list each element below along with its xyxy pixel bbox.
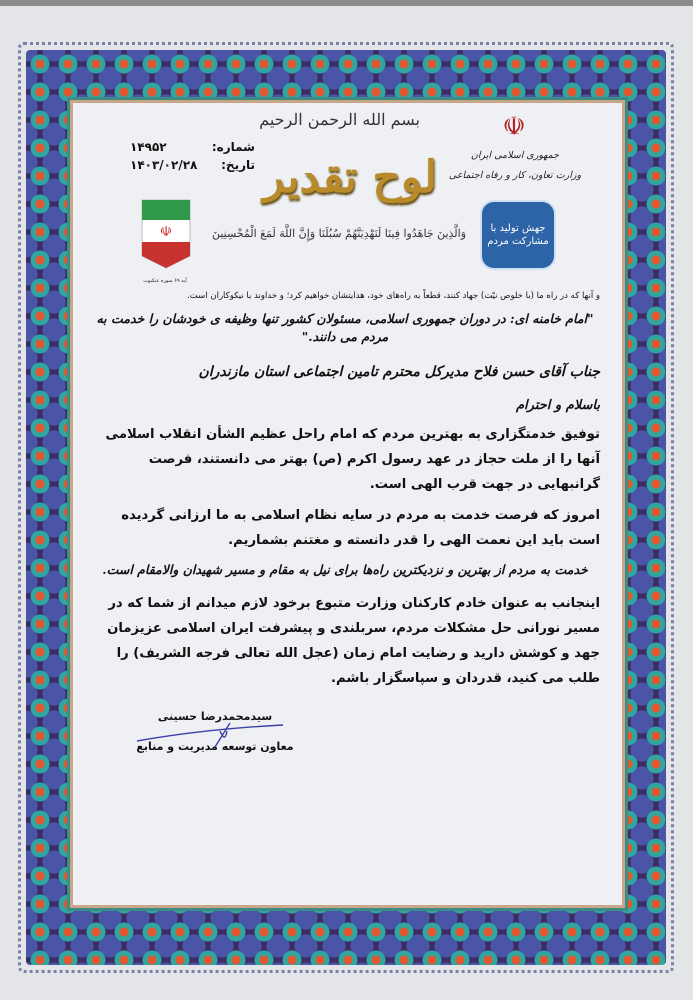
number-value: ۱۴۹۵۲: [130, 140, 167, 154]
certificate-body: [90, 290, 600, 755]
greeting: باسلام و احترام: [515, 398, 600, 413]
paragraph-3: اینجانب به عنوان خادم کارکنان وزارت متبوع برخود لازم میدانم از شما که در مسیر نورانی حل مشکلات مردم، سربلندی و پیشرفت ایران اسلامی عزیزمان جهد و کوشش دارید و رضایت امام زمان (عجل الله تعالی فرجه الشریف) را طلب می کنید، قدردان و سپاسگزار باشم.: [107, 596, 600, 686]
motto: خدمت به مردم از بهترین و نزدیکترین راه‌ها برای نیل به مقام و مسیر شهیدان والامقام است.: [102, 562, 588, 577]
date-value: ۱۴۰۳/۰۲/۲۸: [130, 158, 198, 172]
quran-verse: وَالَّذِينَ جَاهَدُوا فِينَا لَنَهْدِيَنَّهُمْ سُبُلَنَا وَإِنَّ اللَّهَ لَمَعَ الْمُحْسِنِينَ: [211, 227, 467, 240]
issuer-block: [440, 146, 590, 186]
signatory-name: سیدمحمدرضا حسینی: [157, 710, 273, 723]
iran-flag-icon: [140, 198, 192, 270]
verse-translation: و آنها که در راه ما (با خلوص نیّت) جهاد کنند، قطعاً به راه‌های خود، هدایتشان خواهیم کرد؛ و خداوند با نیکوکاران است.: [187, 291, 600, 301]
date-label: تاریخ:: [221, 158, 255, 172]
ministry-name: وزارت تعاون، کار و رفاه اجتماعی: [448, 170, 582, 181]
signature-block: [130, 709, 300, 755]
svg-text:☫: ☫: [159, 224, 173, 240]
basmala: بسم الله الرحمن الرحیم: [259, 110, 420, 129]
slogan-badge: جهش تولید با مشارکت مردم: [480, 200, 556, 270]
certificate-title: لوح تقدیر: [263, 152, 437, 203]
signatory-title: معاون توسعه مدیریت و منابع: [136, 740, 294, 753]
leader-quote: "امام خامنه ای: در دوران جمهوری اسلامی، مسئولان کشور تنها وظیفه ی خودشان را خدمت به مردم می دانند.": [96, 311, 594, 344]
number-label: شماره:: [211, 140, 255, 154]
paragraph-2: امروز که فرصت خدمت به مردم در سایه نظام اسلامی به ما ارزانی گردیده است باید این نعمت الهی را قدر دانسته و مغتنم بشماریم.: [121, 508, 600, 548]
country-name: جمهوری اسلامی ایران: [470, 150, 560, 161]
paragraph-1: توفیق خدمتگزاری به بهترین مردم که امام راحل عظیم الشأن انقلاب اسلامی آنها را از ملت حجاز در عهد رسول اکرم (ص) بهتر می دانستند، فرصت گرانبهایی در جهت قرب الهی است.: [105, 427, 600, 492]
photo-edge: [0, 0, 693, 6]
signature-scribble: [135, 719, 285, 749]
addressee: جناب آقای حسن فلاح مدیرکل محترم تامین اجتماعی استان مازندران: [198, 364, 600, 380]
iran-emblem-icon: ☫: [502, 112, 526, 142]
verse-reference: آیه ۶۹ سوره عنکبوت: [143, 278, 187, 284]
reference-block: [130, 140, 255, 176]
